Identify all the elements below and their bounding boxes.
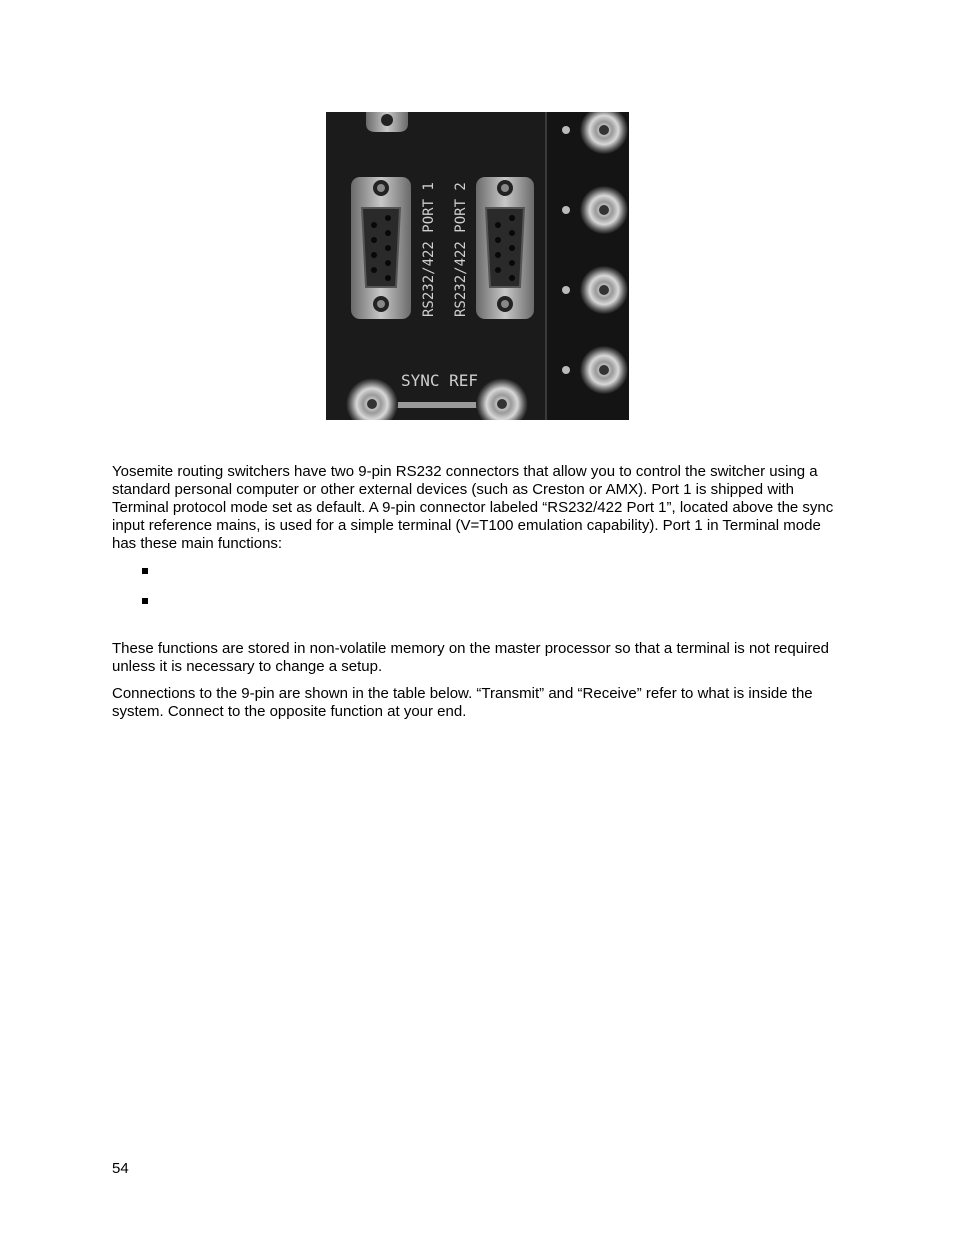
connections-paragraph: Connections to the 9-pin are shown in the table below. “Transmit” and “Receive” refer to what is inside the system. Connect to the opposite function at your end. xyxy=(112,685,813,720)
storage-paragraph: These functions are stored in non-volatile memory on the master processor so that a terminal is not required unless it is necessary to change a setup. xyxy=(112,640,830,675)
intro-paragraph: Yosemite routing switchers have two 9-pin RS232 connectors that allow you to control the switcher using a standard personal computer or other external devices (such as Creston or AMX). Port 1 is shipped with Terminal protocol mode set as default. A 9-pin connector labeled “RS232/422 Port 1”, located above the sync input reference mains, is used for a simple terminal (V=T100 emulation capability). Port 1 in Terminal mode has these main functions: xyxy=(112,463,834,552)
bullet-marker xyxy=(142,568,148,574)
bullet-marker xyxy=(142,598,148,604)
port1-db9-connector xyxy=(351,177,411,319)
connector-panel-photo xyxy=(326,112,629,420)
sync-ref-label: SYNC REF xyxy=(401,371,479,390)
port2-db9-connector xyxy=(476,177,534,319)
port1-label: RS232/422 PORT 1 xyxy=(421,182,437,317)
port2-label: RS232/422 PORT 2 xyxy=(453,182,469,317)
page-number: 54 xyxy=(112,1160,129,1177)
